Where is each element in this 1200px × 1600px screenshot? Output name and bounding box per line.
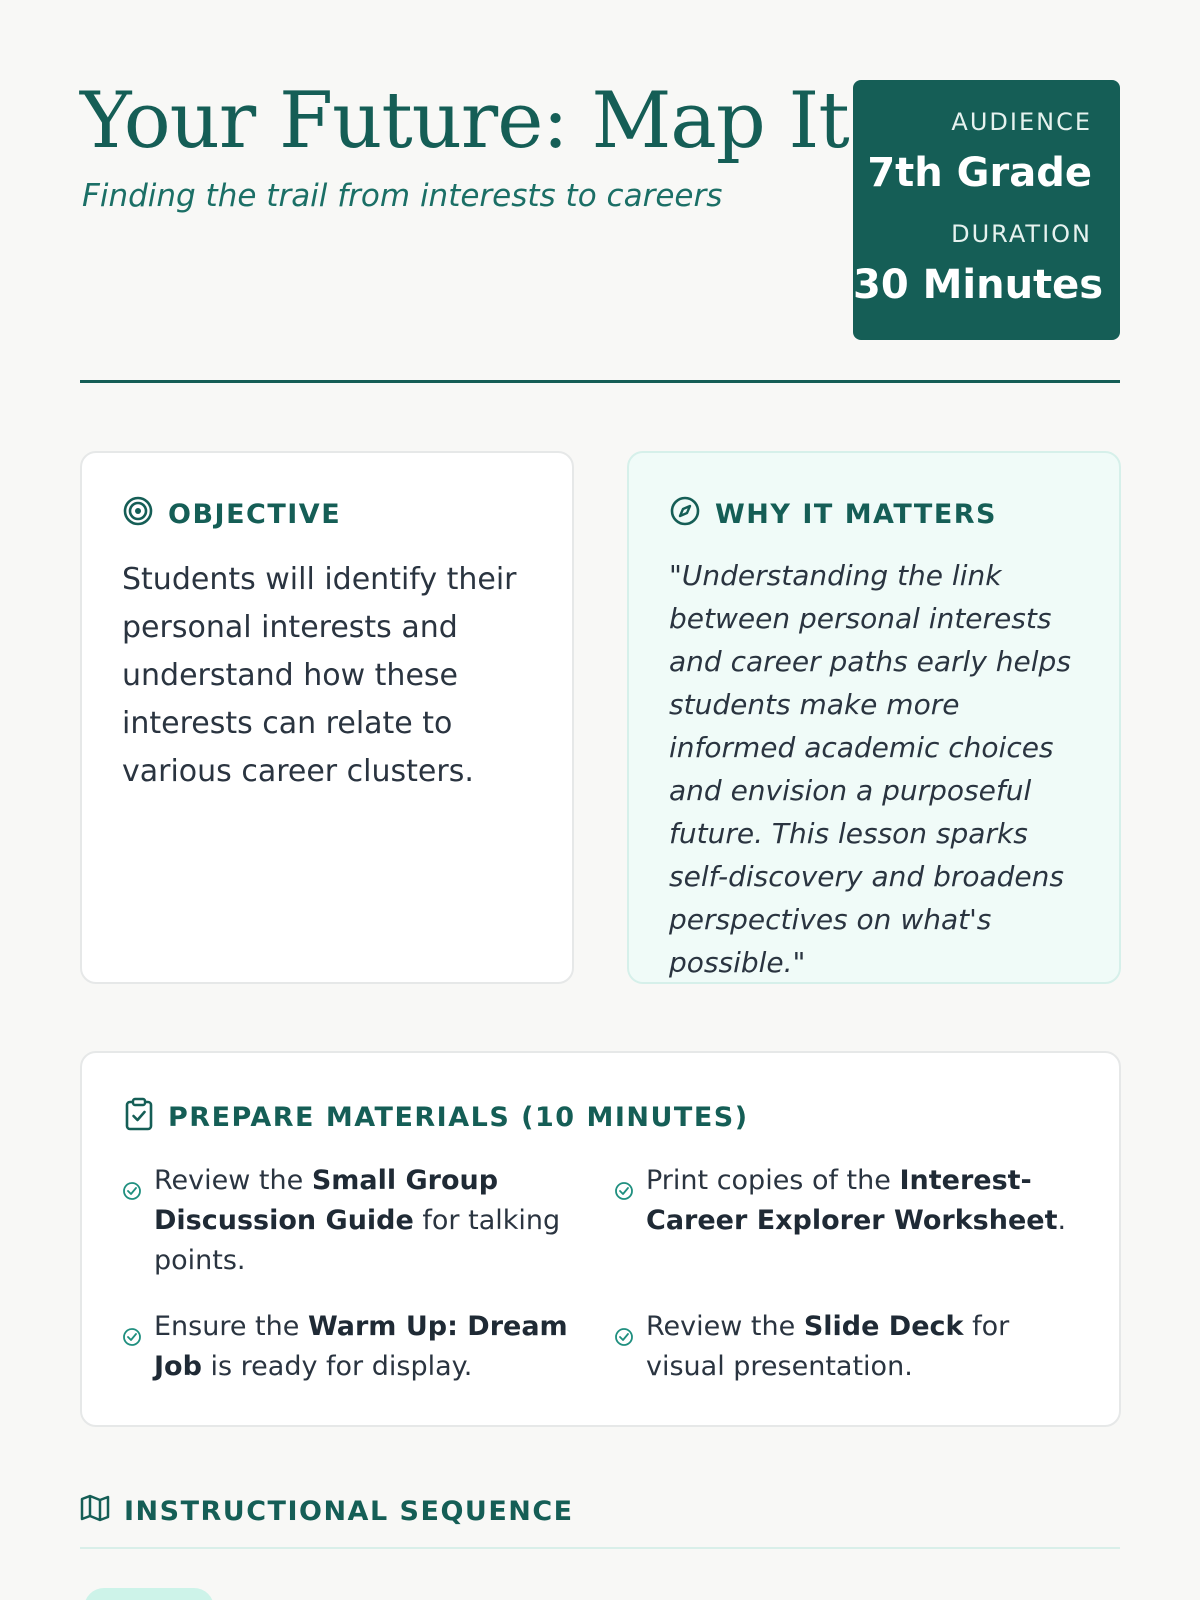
objective-heading — [122, 495, 532, 534]
why-it-matters-heading-label: WHY IT MATTERS — [715, 499, 997, 530]
why-it-matters-card — [627, 451, 1121, 984]
lesson-header — [80, 76, 1120, 340]
audience-label: AUDIENCE — [951, 108, 1092, 136]
target-icon — [122, 495, 154, 534]
duration-label: DURATION — [951, 220, 1092, 248]
map-icon — [80, 1494, 110, 1529]
why-it-matters-heading — [669, 495, 1083, 534]
materials-item-pre: Review the — [154, 1165, 312, 1196]
page-subtitle: Finding the trail from interests to careers — [82, 178, 723, 214]
audience-value: 7th Grade — [867, 150, 1092, 196]
materials-item — [614, 1307, 1082, 1387]
compass-icon — [669, 495, 701, 534]
duration-value: 30 Minutes — [853, 262, 1104, 308]
materials-item-text — [154, 1307, 572, 1387]
materials-item-post: for talking points. — [154, 1205, 561, 1276]
materials-item-text — [646, 1161, 1082, 1241]
check-circle-icon — [614, 1319, 634, 1387]
objective-card — [80, 451, 574, 984]
materials-item-text — [154, 1161, 562, 1281]
instructional-sequence-label: INSTRUCTIONAL SEQUENCE — [124, 1496, 574, 1527]
materials-item-pre: Review the — [646, 1311, 804, 1342]
check-circle-icon — [122, 1173, 142, 1281]
materials-heading — [124, 1097, 749, 1138]
materials-item-pre: Print copies of the — [646, 1165, 900, 1196]
instructional-sequence-heading — [80, 1494, 574, 1529]
materials-item — [122, 1161, 562, 1281]
header-divider — [80, 380, 1120, 383]
materials-item — [614, 1161, 1082, 1241]
materials-item — [122, 1307, 572, 1387]
sequence-step-badge — [84, 1588, 214, 1600]
materials-item-post: is ready for display. — [201, 1351, 473, 1382]
materials-item-text — [646, 1307, 1082, 1387]
objective-heading-label: OBJECTIVE — [168, 499, 342, 530]
clipboard-check-icon — [124, 1097, 154, 1138]
prepare-materials-card — [80, 1051, 1121, 1427]
materials-item-post: for visual presentation. — [646, 1311, 1010, 1382]
objective-text: Students will identify their personal interests and understand how these interests can relate to various career clusters. — [122, 562, 517, 789]
materials-item-resource: Small Group Discussion Guide — [154, 1165, 499, 1236]
materials-item-resource: Warm Up: Dream Job — [154, 1311, 568, 1382]
sequence-divider — [80, 1547, 1120, 1549]
materials-heading-label: PREPARE MATERIALS (10 MINUTES) — [168, 1102, 749, 1133]
check-circle-icon — [122, 1319, 142, 1387]
why-it-matters-quote: "Understanding the link between personal interests and career paths early helps students make more informed academic choices and envision a purposeful future. This lesson sparks self-discovery and broadens perspectives on what's possible." — [669, 559, 1071, 979]
page-title: Your Future: Map It — [80, 76, 849, 166]
materials-item-resource: Interest-Career Explorer Worksheet — [646, 1165, 1058, 1236]
lesson-meta-box — [853, 80, 1120, 340]
materials-item-resource: Slide Deck — [803, 1311, 964, 1342]
materials-item-pre: Ensure the — [154, 1311, 308, 1342]
check-circle-icon — [614, 1173, 634, 1241]
materials-item-post: . — [1057, 1205, 1067, 1236]
